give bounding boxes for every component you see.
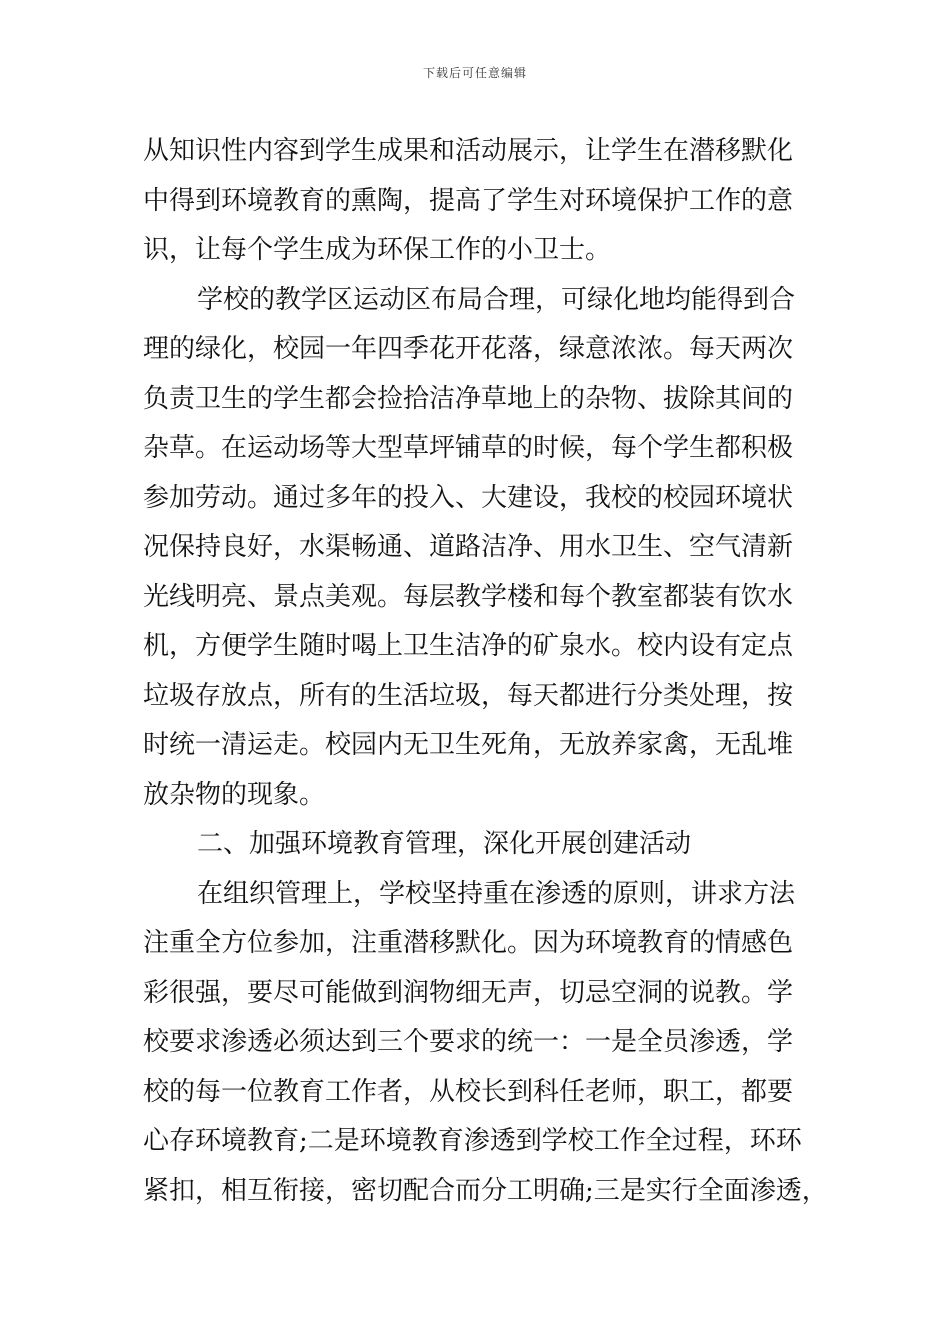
text-line-14: 放杂物的现象。 (143, 779, 326, 810)
document-body (143, 127, 833, 1216)
text-line-18: 彩很强，要尽可能做到润物细无声，切忌空洞的说教。学 (143, 977, 794, 1008)
text-line-5: 理的绿化，校园一年四季花开花落，绿意浓浓。每天两次 (143, 334, 794, 364)
text-line-11: 机，方便学生随时喝上卫生洁净的矿泉水。校内设有定点 (143, 631, 794, 661)
text-line-12: 垃圾存放点，所有的生活垃圾，每天都进行分类处理，按 (143, 680, 794, 711)
text-line-20: 校的每一位教育工作者，从校长到科任老师，职工，都要 (143, 1076, 794, 1107)
text-line-7: 杂草。在运动场等大型草坪铺草的时候，每个学生都积极 (143, 433, 794, 463)
page-header: 下载后可任意编辑 (422, 66, 527, 80)
text-line-3: 识，让每个学生成为环保工作的小卫士。 (143, 235, 612, 265)
text-line-8: 参加劳动。通过多年的投入、大建设，我校的校园环境状 (143, 482, 794, 513)
text-line-10: 光线明亮、景点美观。每层教学楼和每个教室都装有饮水 (143, 581, 794, 612)
text-line-6: 负责卫生的学生都会捡拾洁净草地上的杂物、拔除其间的 (143, 383, 794, 414)
text-line-9: 况保持良好，水渠畅通、道路洁净、用水卫生、空气清新 (143, 532, 794, 562)
text-line-4: 学校的教学区运动区布局合理，可绿化地均能得到合 (197, 284, 796, 315)
text-line-2: 中得到环境教育的熏陶，提高了学生对环境保护工作的意 (143, 185, 794, 216)
text-line-19: 校要求渗透必须达到三个要求的统一：一是全员渗透，学 (143, 1027, 794, 1057)
text-line-16: 在组织管理上，学校坚持重在渗透的原则，讲求方法 (197, 878, 796, 909)
text-line-1: 从知识性内容到学生成果和活动展示，让学生在潜移默化 (143, 136, 794, 166)
text-line-17: 注重全方位参加，注重潜移默化。因为环境教育的情感色 (143, 928, 794, 958)
section-heading: 二、加强环境教育管理，深化开展创建活动 (197, 829, 692, 859)
text-line-22: 紧扣，相互衔接，密切配合而分工明确;三是实行全面渗透， (143, 1175, 828, 1206)
text-line-13: 时统一清运走。校园内无卫生死角，无放养家禽，无乱堆 (143, 730, 794, 760)
text-line-21: 心存环境教育;二是环境教育渗透到学校工作全过程，环环 (143, 1126, 802, 1156)
